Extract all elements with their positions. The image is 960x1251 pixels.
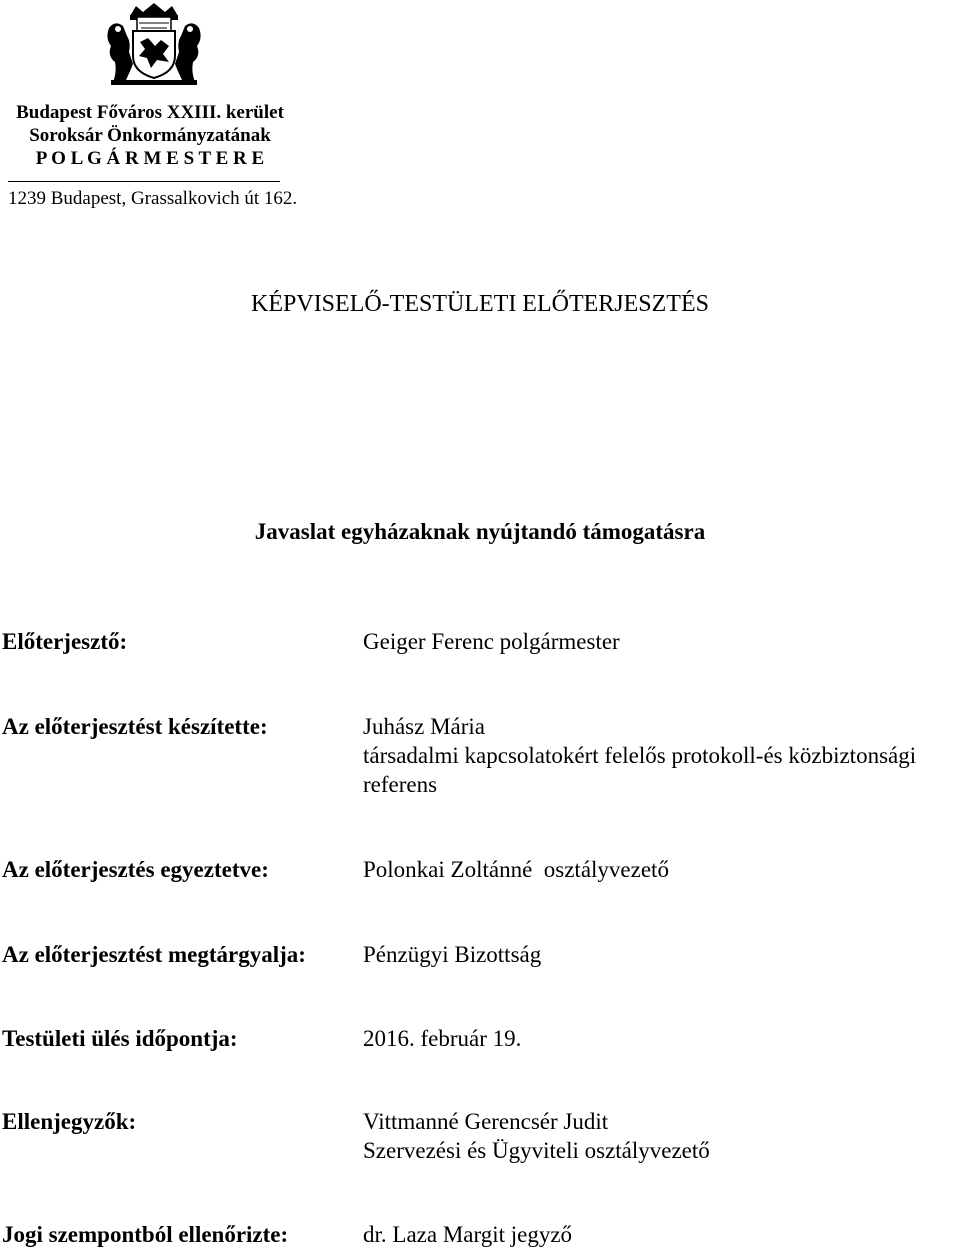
field-value-prepared-by-role-2: referens [363, 772, 438, 797]
document-subject: Javaslat egyházaknak nyújtandó támogatásra [254, 519, 706, 544]
field-label-discussed-by: Az előterjesztést megtárgyalja: [2, 942, 306, 967]
field-value-submitter: Geiger Ferenc polgármester [363, 629, 620, 654]
field-label-coordinated: Az előterjesztés egyeztetve: [2, 857, 269, 882]
field-value-legal-check: dr. Laza Margit jegyző [363, 1222, 573, 1247]
field-value-meeting-date: 2016. február 19. [363, 1026, 522, 1051]
field-value-prepared-by-name: Juhász Mária [363, 714, 485, 739]
header-line-2: Soroksár Önkormányzatának [29, 125, 271, 146]
field-value-countersigner-role: Szervezési és Ügyviteli osztályvezető [363, 1138, 710, 1163]
field-label-meeting-date: Testületi ülés időpontja: [2, 1026, 238, 1051]
field-value-coordinated: Polonkai Zoltánné osztályvezető [363, 857, 669, 882]
header-line-1: Budapest Főváros XXIII. kerület [16, 102, 284, 123]
header-line-3: P O L G Á R M E S T E R E [35, 148, 265, 169]
header-divider [8, 181, 280, 182]
header-address: 1239 Budapest, Grassalkovich út 162. [8, 188, 298, 209]
field-label-legal-check: Jogi szempontból ellenőrizte: [2, 1222, 289, 1247]
document-title: KÉPVISELŐ-TESTÜLETI ELŐTERJESZTÉS [251, 291, 709, 317]
field-label-submitter: Előterjesztő: [2, 629, 128, 654]
field-value-discussed-by: Pénzügyi Bizottság [363, 942, 542, 967]
field-label-prepared-by: Az előterjesztést készítette: [2, 714, 268, 739]
field-label-countersigners: Ellenjegyzők: [2, 1109, 137, 1134]
field-value-prepared-by-role: társadalmi kapcsolatokért felelős protokoll-és közbiztonsági [363, 743, 917, 768]
coat-of-arms-icon [103, 2, 205, 86]
field-value-countersigner-name: Vittmanné Gerencsér Judit [363, 1109, 609, 1134]
